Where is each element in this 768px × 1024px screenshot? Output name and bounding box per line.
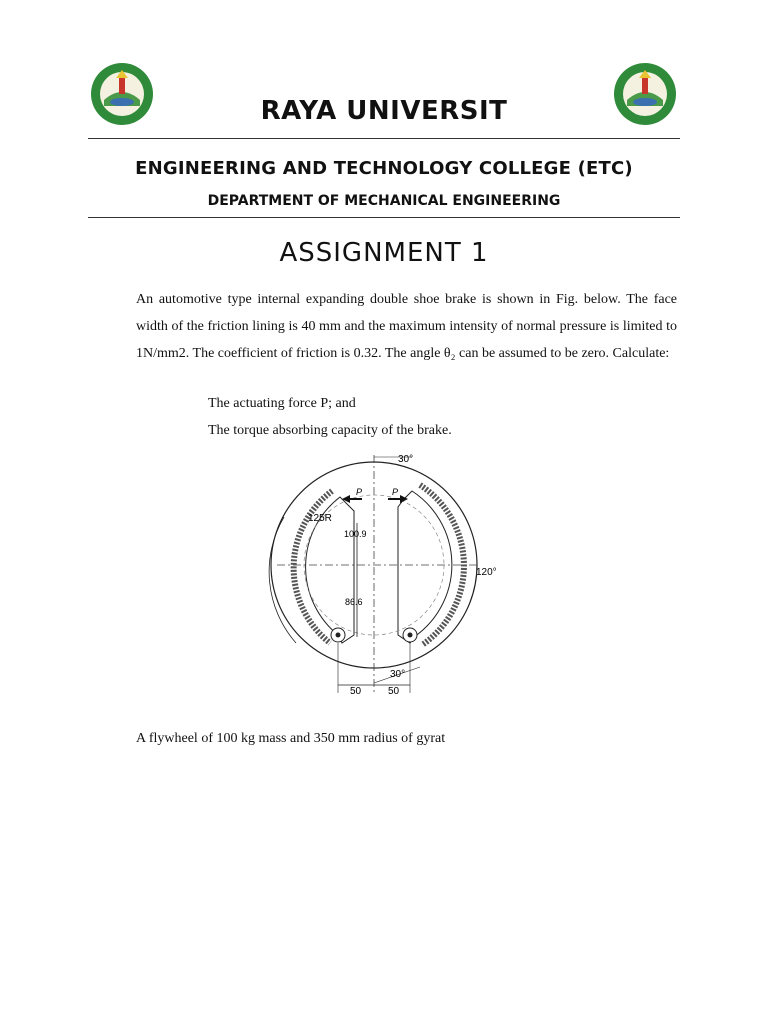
label-dim-upper: 100.9 xyxy=(344,529,367,539)
left-pivot-pin xyxy=(336,633,341,638)
brake-diagram xyxy=(262,447,508,705)
rotation-arc xyxy=(269,517,296,643)
department-name: DEPARTMENT OF MECHANICAL ENGINEERING xyxy=(207,193,561,209)
label-force-right: P xyxy=(392,487,399,497)
assignment-title: ASSIGNMENT 1 xyxy=(279,238,489,268)
label-radius: 125R xyxy=(308,513,332,524)
label-angle-bottom: 30° xyxy=(390,669,406,680)
task-item-2: The torque absorbing capacity of the brake. xyxy=(208,423,452,438)
next-problem-text: A flywheel of 100 kg mass and 350 mm radius of gyrat xyxy=(136,731,446,746)
label-force-left: P xyxy=(356,487,363,497)
university-title: RAYA UNIVERSIT xyxy=(260,96,508,126)
label-dim-lower: 86.6 xyxy=(345,597,363,607)
header-divider-bottom xyxy=(88,217,680,218)
label-dim-left: 50 xyxy=(350,686,362,697)
header-divider-top xyxy=(88,138,680,139)
label-dim-right: 50 xyxy=(388,686,400,697)
task-item-1: The actuating force P; and xyxy=(208,396,356,411)
label-angle-top: 30° xyxy=(398,454,414,465)
right-pivot-pin xyxy=(408,633,413,638)
college-name: ENGINEERING AND TECHNOLOGY COLLEGE (ETC) xyxy=(135,158,633,179)
problem-statement: An automotive type internal expanding double shoe brake is shown in Fig. below. The face width of the friction lining is 40 mm and the maximum intensity of normal pressure is limited to 1N/mm2. The coefficient of friction is 0.32. The angle θ₂ can be assumed to be zero. Calculate: xyxy=(136,292,677,361)
label-angle-right: 120° xyxy=(476,567,497,578)
